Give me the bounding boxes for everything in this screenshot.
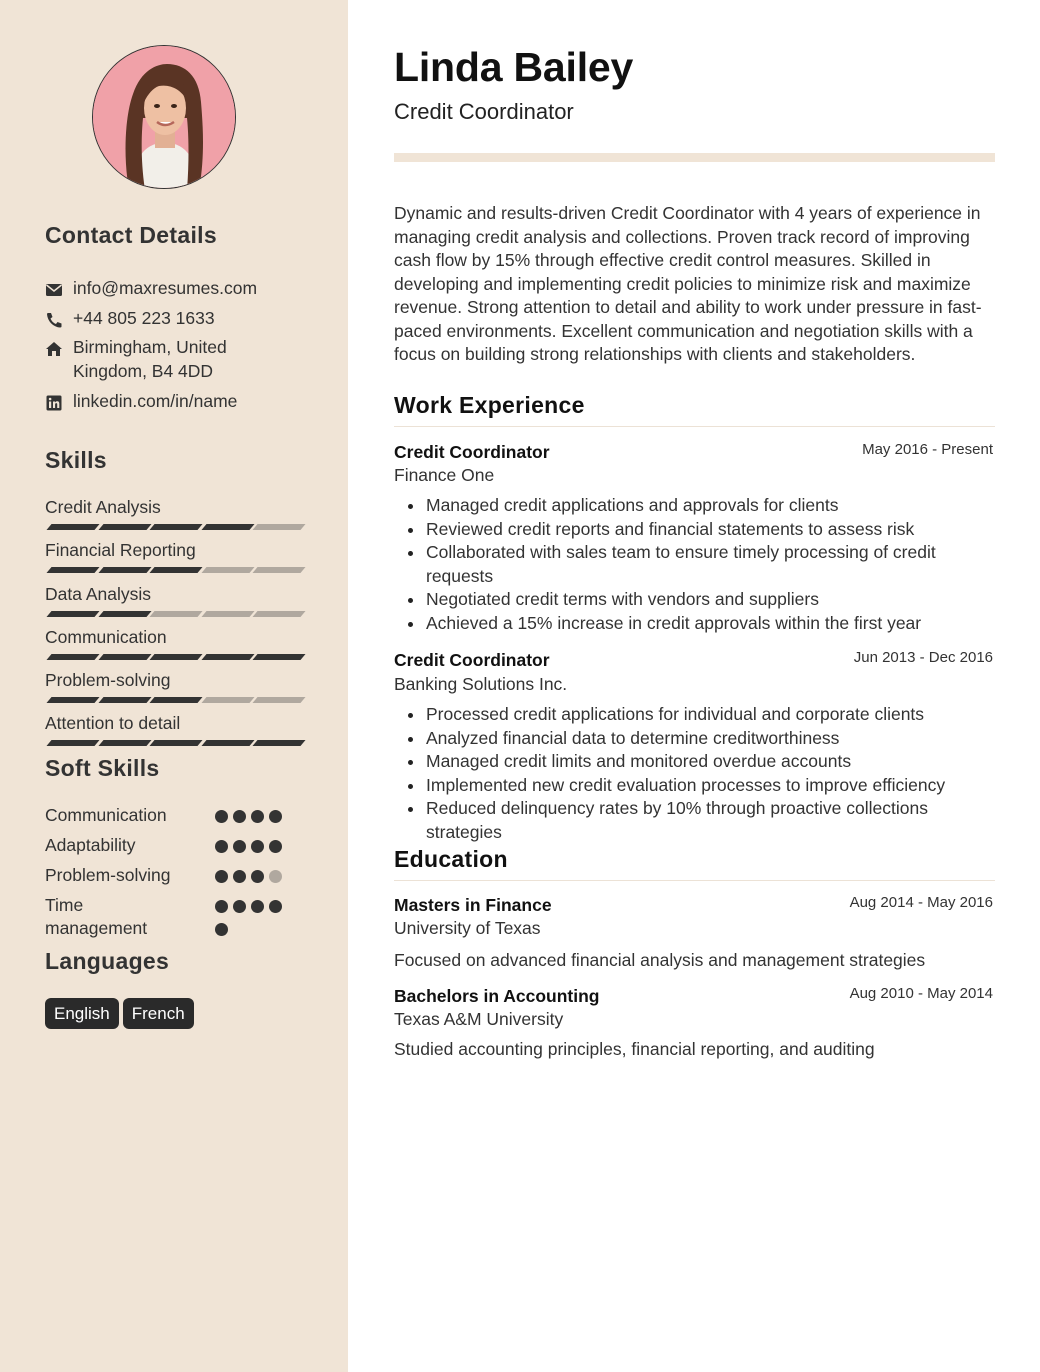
phone-text: +44 805 223 1633 — [73, 308, 215, 328]
soft-skill-item — [45, 894, 305, 940]
skill-segment-filled — [98, 611, 151, 617]
skill-segment-filled — [149, 740, 202, 746]
job-company: Banking Solutions Inc. — [394, 674, 568, 694]
skill-level-bar — [45, 654, 303, 660]
candidate-title: Credit Coordinator — [394, 99, 574, 124]
skill-level-bar — [45, 740, 303, 746]
job-bullet: Collaborated with sales team to ensure timely processing of credit requests — [394, 541, 994, 588]
summary-paragraph: Dynamic and results-driven Credit Coordinator with 4 years of experience in managing credit analysis and collections. Proven track record of improving cash flow by 15% through effective credit control measures. Skilled in developing and implementing credit policies to minimize risk and maximize revenue. Strong attention to detail and ability to work under pressure in fast-paced environments. Excellent communication and negotiation skills with a focus on building strong relationships with clients and stakeholders. — [394, 203, 982, 364]
skill-segment-empty — [252, 524, 305, 530]
soft-skill-label: Communication — [45, 805, 167, 825]
skills-heading: Skills — [45, 447, 107, 473]
degree-title: Bachelors in Accounting — [394, 986, 600, 1006]
rating-dot-filled — [251, 810, 264, 823]
job-bullet: Achieved a 15% increase in credit approvals within the first year — [394, 612, 994, 636]
work-heading: Work Experience — [394, 392, 585, 418]
job-bullet: Managed credit applications and approvals for clients — [394, 494, 994, 518]
skill-segment-empty — [252, 567, 305, 573]
job-bullet: Reviewed credit reports and financial statements to assess risk — [394, 518, 994, 542]
rating-dot-filled — [215, 923, 228, 936]
language-pill: French — [123, 998, 194, 1029]
skill-segment-filled — [98, 740, 151, 746]
skill-segment-filled — [46, 611, 99, 617]
address-line-1: Birmingham, United — [73, 337, 227, 357]
degree-title: Masters in Finance — [394, 895, 552, 915]
job-bullet: Analyzed financial data to determine creditworthiness — [394, 727, 994, 751]
school-name: University of Texas — [394, 918, 541, 938]
soft-skill-rating — [215, 840, 295, 854]
soft-skill-rating — [215, 900, 295, 914]
skill-segment-filled — [149, 654, 202, 660]
degree-dates: Aug 2014 - May 2016 — [849, 894, 993, 911]
skill-segment-empty — [201, 697, 254, 703]
job-dates: May 2016 - Present — [862, 441, 993, 458]
skill-level-bar — [45, 567, 303, 573]
rating-dot-filled — [251, 900, 264, 913]
soft-skill-item — [45, 864, 305, 887]
skill-segment-filled — [252, 654, 305, 660]
candidate-name: Linda Bailey — [394, 44, 634, 90]
soft-skill-rating — [215, 870, 295, 884]
soft-skill-label: Problem-solving — [45, 865, 171, 885]
skill-segment-filled — [46, 697, 99, 703]
skill-segment-filled — [98, 524, 151, 530]
job-bullet: Processed credit applications for individual and corporate clients — [394, 703, 994, 727]
job-dates: Jun 2013 - Dec 2016 — [853, 649, 993, 666]
degree-description: Focused on advanced financial analysis and management strategies — [394, 950, 926, 970]
skill-segment-filled — [98, 654, 151, 660]
skill-item — [45, 669, 305, 691]
soft-skill-item — [45, 834, 305, 857]
rating-dot-filled — [215, 870, 228, 883]
phone-icon — [45, 310, 63, 326]
skill-item — [45, 583, 305, 605]
soft-skill-rating — [215, 810, 295, 824]
work-divider — [394, 426, 995, 427]
education-heading: Education — [394, 846, 508, 872]
envelope-icon — [45, 280, 63, 296]
soft-skill-label: Adaptability — [45, 835, 136, 855]
rating-dot-filled — [269, 810, 282, 823]
home-icon — [45, 339, 63, 355]
job-title: Credit Coordinator — [394, 442, 550, 462]
rating-dot-filled — [215, 810, 228, 823]
degree-description: Studied accounting principles, financial reporting, and auditing — [394, 1039, 875, 1059]
rating-dot-filled — [233, 840, 246, 853]
skill-item — [45, 539, 305, 561]
skill-segment-filled — [201, 654, 254, 660]
skill-segment-filled — [149, 524, 202, 530]
skill-segment-filled — [98, 697, 151, 703]
rating-dot-filled — [233, 870, 246, 883]
skill-level-bar — [45, 697, 303, 703]
linkedin-text: linkedin.com/in/name — [73, 391, 238, 411]
soft-skill-rating-extra — [215, 923, 295, 937]
skill-level-bar — [45, 524, 303, 530]
skill-label: Data Analysis — [45, 584, 152, 604]
email-text: info@maxresumes.com — [73, 278, 258, 298]
rating-dot-filled — [215, 900, 228, 913]
job-company: Finance One — [394, 465, 495, 485]
languages-heading: Languages — [45, 948, 170, 974]
rating-dot-filled — [269, 900, 282, 913]
skill-segment-filled — [46, 654, 99, 660]
education-divider — [394, 880, 995, 881]
rating-dot-filled — [233, 810, 246, 823]
job-bullet: Implemented new credit evaluation processes to improve efficiency — [394, 774, 994, 798]
linkedin-icon — [45, 393, 63, 409]
job-title: Credit Coordinator — [394, 650, 550, 670]
language-pill: English — [45, 998, 119, 1029]
contact-heading: Contact Details — [45, 222, 217, 248]
job-bullets — [394, 703, 994, 844]
rating-dot-empty — [269, 870, 282, 883]
skill-level-bar — [45, 611, 303, 617]
rating-dot-filled — [269, 840, 282, 853]
sidebar — [0, 0, 348, 1372]
school-name: Texas A&M University — [394, 1009, 564, 1029]
skill-segment-filled — [149, 697, 202, 703]
soft-skill-item — [45, 804, 305, 827]
skill-segment-filled — [201, 524, 254, 530]
main-content — [348, 0, 1040, 1372]
address-text — [73, 335, 273, 383]
skill-label: Financial Reporting — [45, 540, 196, 560]
skill-segment-empty — [252, 611, 305, 617]
skill-label: Credit Analysis — [45, 497, 161, 517]
rating-dot-filled — [215, 840, 228, 853]
skill-label: Communication — [45, 627, 167, 647]
skill-segment-filled — [46, 524, 99, 530]
skill-segment-filled — [149, 567, 202, 573]
skill-segment-empty — [201, 567, 254, 573]
skill-segment-filled — [252, 740, 305, 746]
skill-segment-empty — [252, 697, 305, 703]
rating-dot-filled — [251, 870, 264, 883]
job-bullet: Managed credit limits and monitored overdue accounts — [394, 750, 994, 774]
skill-item — [45, 712, 305, 734]
skill-label: Attention to detail — [45, 713, 181, 733]
soft-skills-heading: Soft Skills — [45, 755, 160, 781]
skill-segment-empty — [149, 611, 202, 617]
languages-list — [45, 998, 198, 1029]
rating-dot-filled — [233, 900, 246, 913]
skill-segment-filled — [201, 740, 254, 746]
job-bullets — [394, 494, 994, 635]
degree-dates: Aug 2010 - May 2014 — [849, 985, 993, 1002]
rating-dot-filled — [251, 840, 264, 853]
skill-segment-empty — [201, 611, 254, 617]
portrait-image — [93, 46, 236, 189]
skill-item — [45, 626, 305, 648]
skill-segment-filled — [46, 740, 99, 746]
profile-photo — [92, 45, 236, 189]
address-line-2: Kingdom, B4 4DD — [73, 361, 214, 381]
job-bullet: Reduced delinquency rates by 10% through proactive collections strategies — [394, 797, 994, 844]
skill-segment-filled — [98, 567, 151, 573]
soft-skill-label: Time management — [45, 895, 148, 938]
job-bullet: Negotiated credit terms with vendors and suppliers — [394, 588, 994, 612]
skill-label: Problem-solving — [45, 670, 171, 690]
header-divider — [394, 153, 995, 162]
skill-segment-filled — [46, 567, 99, 573]
skill-item — [45, 496, 305, 518]
